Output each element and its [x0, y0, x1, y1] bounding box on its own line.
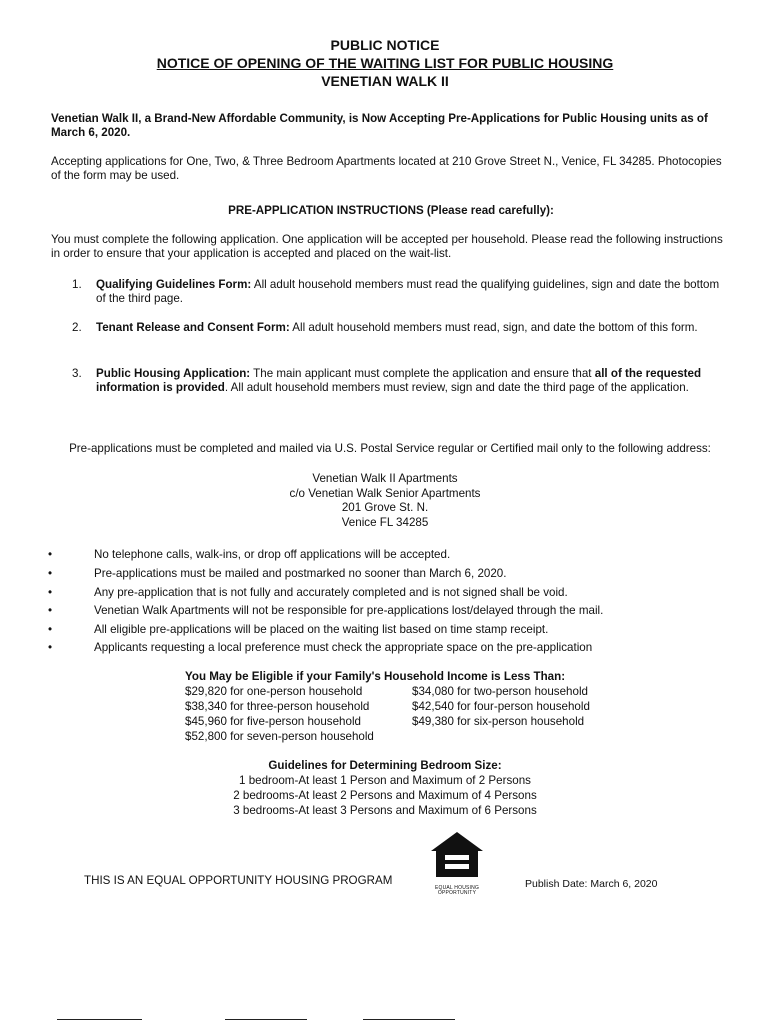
- income-limit: $29,820 for one-person household: [185, 685, 363, 698]
- address-line: Venetian Walk II Apartments: [312, 472, 458, 485]
- instruction-number: 2.: [72, 321, 82, 334]
- rule-text: Applicants requesting a local preference must check the appropriate space on the pre-application: [94, 641, 593, 654]
- income-limit: $52,800 for seven-person household: [185, 730, 374, 743]
- intro-announcement: Venetian Walk II, a Brand-New Affordable Community, is Now Accepting Pre-Applications for Public Housing units as of March 6, 2020.: [51, 112, 708, 139]
- income-title: You May be Eligible if your Family's Household Income is Less Than:: [185, 670, 566, 683]
- bedroom-guideline: 1 bedroom-At least 1 Person and Maximum of 2 Persons: [239, 774, 531, 787]
- bullet-icon: •: [48, 623, 53, 636]
- notice-subtitle: NOTICE OF OPENING OF THE WAITING LIST FOR PUBLIC HOUSING: [156, 55, 614, 71]
- bullet-icon: •: [48, 641, 53, 654]
- instructions-title: PRE-APPLICATION INSTRUCTIONS (Please read carefully):: [228, 204, 554, 217]
- bullet-icon: •: [48, 604, 53, 617]
- instruction-label: Public Housing Application:: [96, 367, 251, 380]
- instruction-number: 1.: [72, 278, 82, 291]
- income-limit: $38,340 for three-person household: [185, 700, 370, 713]
- address-line: Venice FL 34285: [341, 516, 429, 529]
- equal-housing-house-icon: [428, 829, 486, 881]
- scan-line: [225, 1019, 307, 1020]
- instruction-label: Qualifying Guidelines Form:: [96, 278, 252, 291]
- equal-housing-caption: EQUAL HOUSING OPPORTUNITY: [434, 885, 480, 896]
- rule-text: Venetian Walk Apartments will not be responsible for pre-applications lost/delayed through the mail.: [94, 604, 604, 617]
- notice-title: PUBLIC NOTICE: [330, 37, 440, 53]
- instruction-text: The main applicant must complete the application and ensure that: [250, 367, 595, 380]
- rule-text: Pre-applications must be mailed and postmarked no sooner than March 6, 2020.: [94, 567, 507, 580]
- instruction-number: 3.: [72, 367, 82, 380]
- rule-text: All eligible pre-applications will be placed on the waiting list based on time stamp receipt.: [94, 623, 549, 636]
- instruction-text: All adult household members must read, sign, and date the bottom of this form.: [289, 321, 698, 334]
- equal-opportunity-statement: THIS IS AN EQUAL OPPORTUNITY HOUSING PROGRAM: [84, 874, 393, 887]
- bullet-icon: •: [48, 548, 53, 561]
- instruction-text: All adult household members must read the qualifying guidelines, sign and date the bottom of the third page.: [96, 278, 720, 305]
- income-limit: $34,080 for two-person household: [412, 685, 588, 698]
- instruction-emphasis: all of the requested information is provided: [96, 367, 702, 394]
- bedroom-guideline: 3 bedrooms-At least 3 Persons and Maximum of 6 Persons: [233, 804, 537, 817]
- property-name: VENETIAN WALK II: [321, 73, 449, 89]
- mailing-instructions: Pre-applications must be completed and mailed via U.S. Postal Service regular or Certified mail only to the following address:: [69, 442, 711, 455]
- bedroom-title: Guidelines for Determining Bedroom Size:: [268, 759, 502, 772]
- bullet-icon: •: [48, 567, 53, 580]
- income-limit: $45,960 for five-person household: [185, 715, 361, 728]
- equal-housing-logo: [428, 829, 486, 896]
- rule-text: Any pre-application that is not fully and accurately completed and is not signed shall be void.: [94, 586, 568, 599]
- instructions-intro: You must complete the following application. One application will be accepted per household. Please read the following instructions in order to ensure that your application is accepted and placed on the wait-list.: [51, 233, 723, 260]
- scan-line: [57, 1019, 142, 1020]
- bullet-icon: •: [48, 586, 53, 599]
- address-line: c/o Venetian Walk Senior Apartments: [289, 487, 481, 500]
- scan-line: [363, 1019, 455, 1020]
- bedroom-guideline: 2 bedrooms-At least 2 Persons and Maximum of 4 Persons: [233, 789, 537, 802]
- rule-text: No telephone calls, walk-ins, or drop off applications will be accepted.: [94, 548, 451, 561]
- intro-accepting-text: Accepting applications for One, Two, & Three Bedroom Apartments located at 210 Grove Street N., Venice, FL 34285. Photocopies of the form may be used.: [51, 155, 722, 182]
- income-limit: $42,540 for four-person household: [412, 700, 590, 713]
- instruction-text: . All adult household members must review, sign and date the third page of the application.: [224, 381, 689, 394]
- publish-date: Publish Date: March 6, 2020: [525, 878, 658, 890]
- address-line: 201 Grove St. N.: [341, 501, 429, 514]
- income-limit: $49,380 for six-person household: [412, 715, 585, 728]
- instruction-label: Tenant Release and Consent Form:: [96, 321, 290, 334]
